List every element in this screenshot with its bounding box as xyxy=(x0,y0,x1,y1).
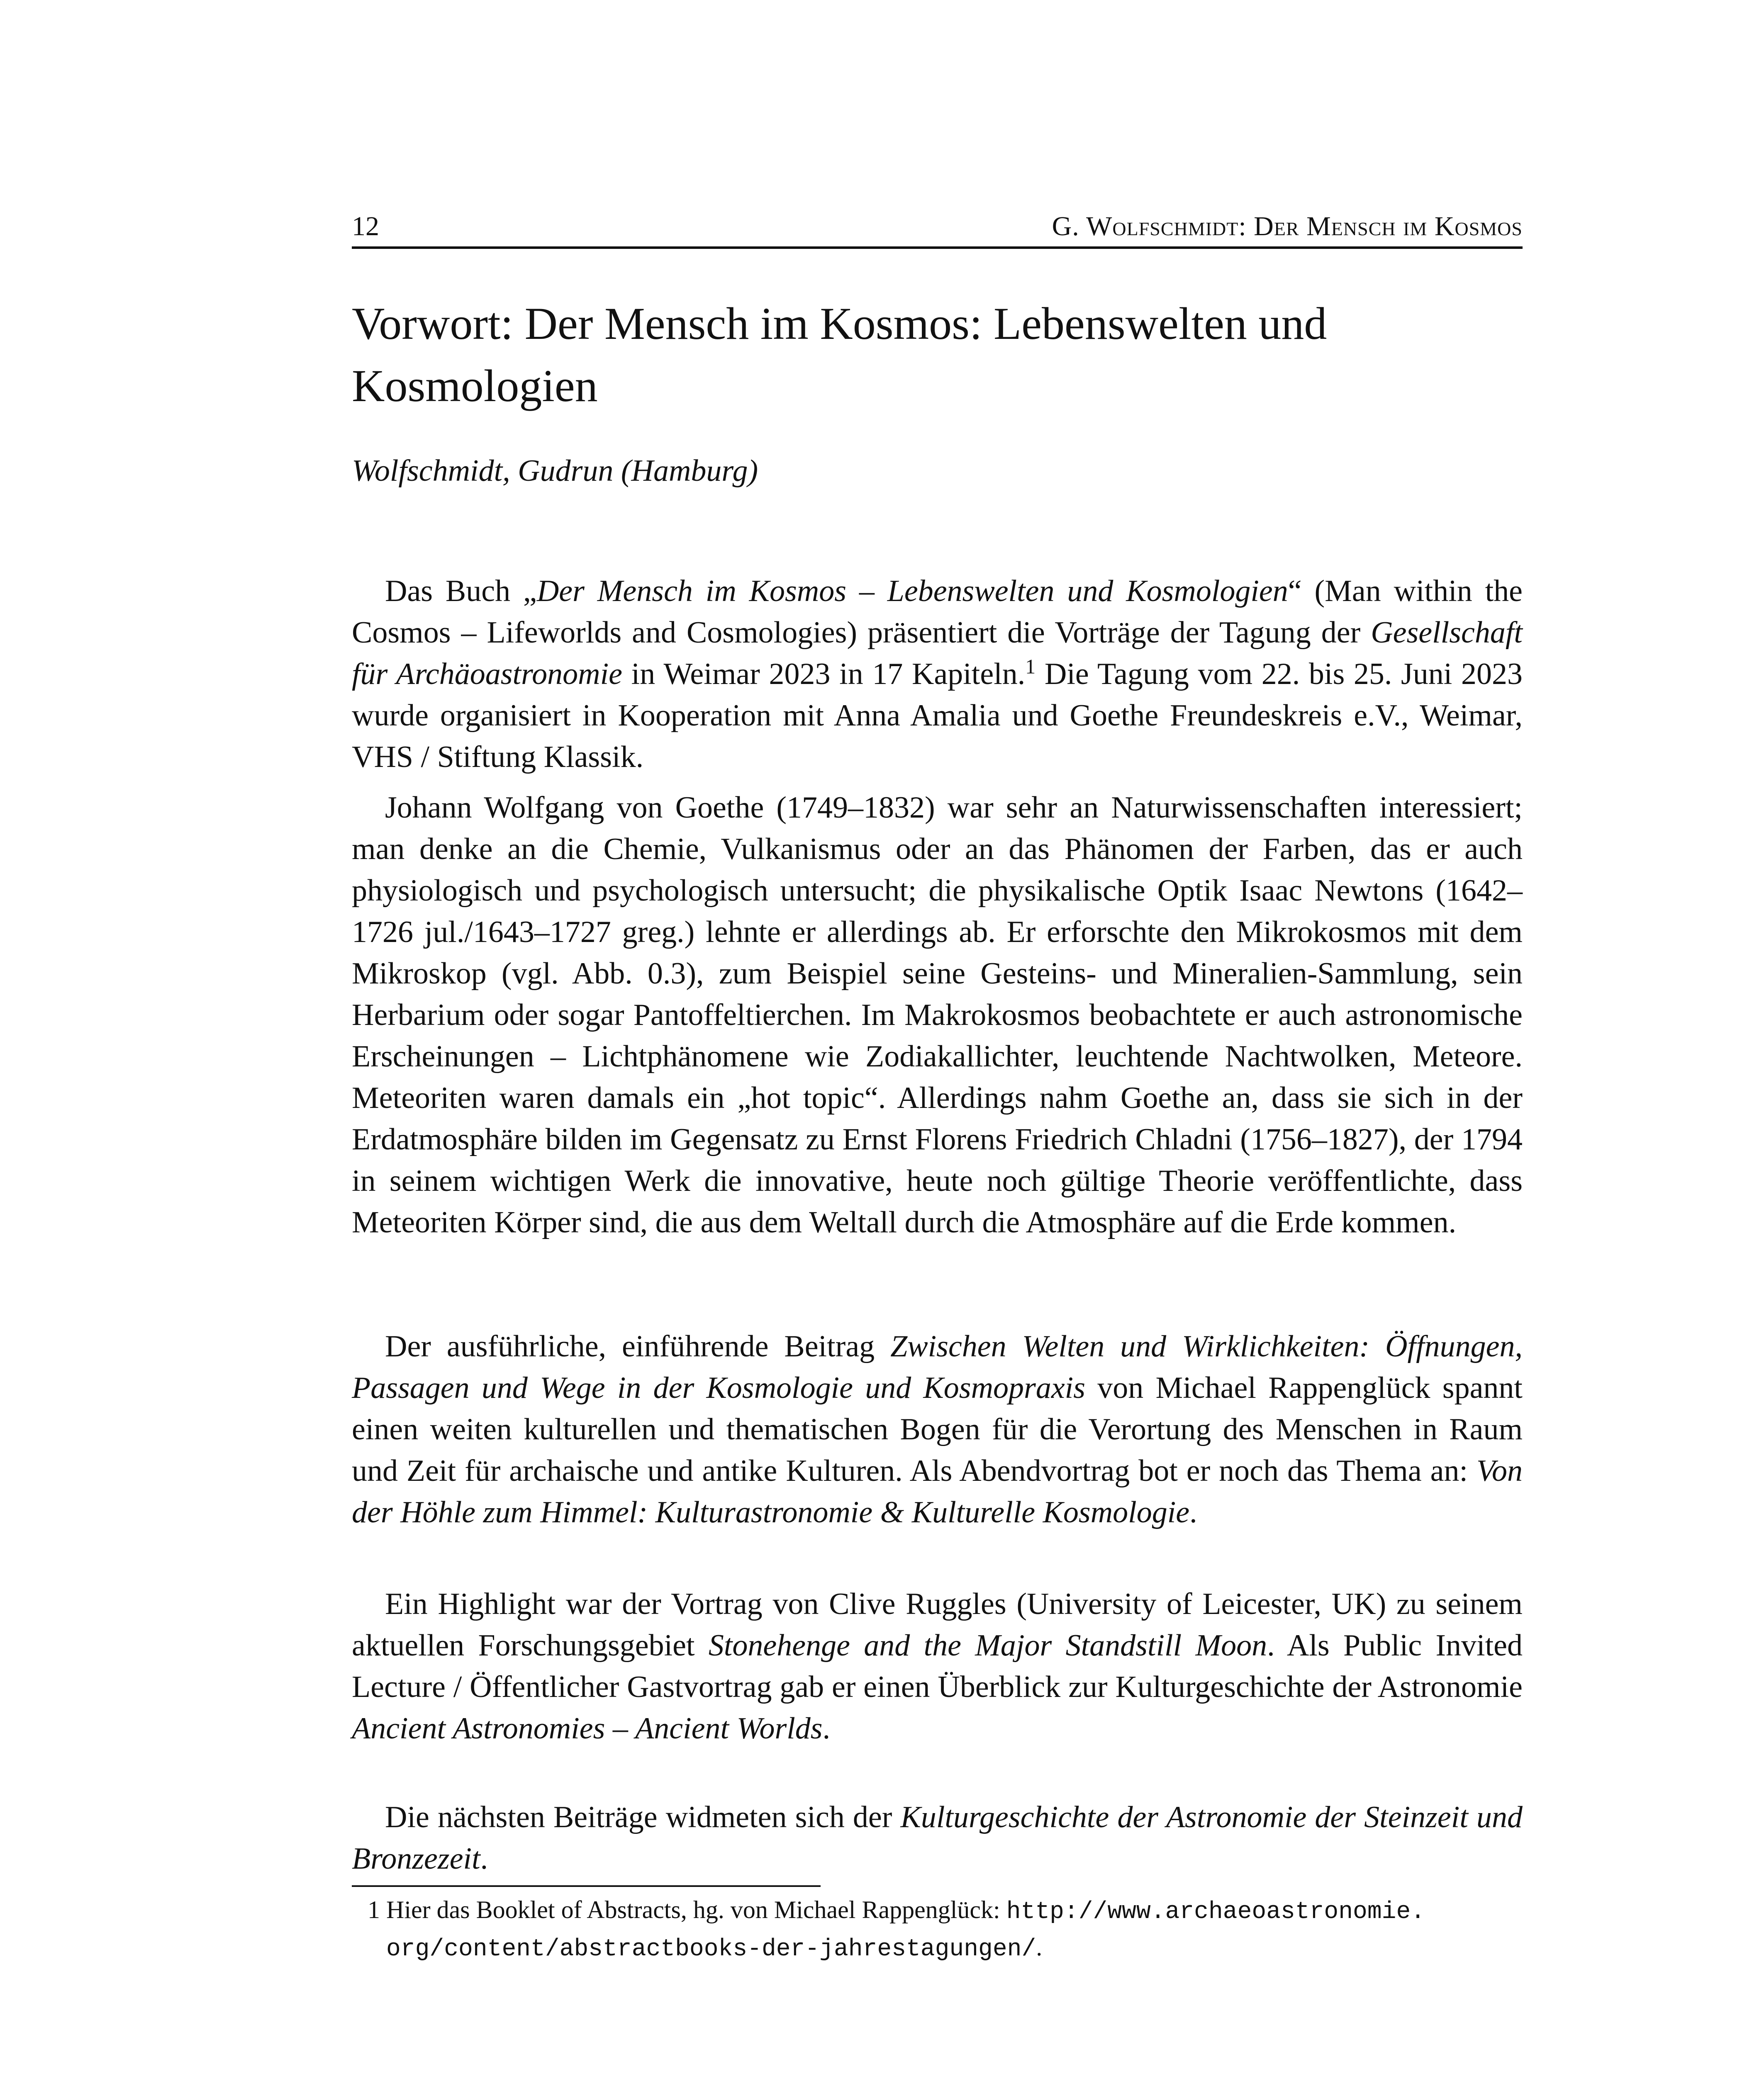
paragraph-4 xyxy=(352,1583,1523,1749)
footnote-url[interactable]: http://www.archaeoastronomie. xyxy=(1006,1899,1425,1926)
page-number: 12 xyxy=(352,211,379,241)
text-run: Die nächsten Beiträge widmeten sich der xyxy=(385,1800,901,1834)
paragraph-2: Johann Wolfgang von Goethe (1749–1832) war sehr an Naturwissenschaften interessiert; man denke an die Chemie, Vulkanismus oder an das Phänomen der Farben, das er auch physiologisch und psychologisch untersucht; die physikalische Optik Isaac Newtons (1642–1726 jul./1643–1727 greg.) lehnte er allerdings ab. Er erforschte den Mikrokosmos mit dem Mikroskop (vgl. Abb. 0.3), zum Beispiel seine Gesteins- und Mineralien-Sammlung, sein Herbarium oder sogar Pantoffeltierchen. Im Makrokosmos beobachtete er auch astronomische Erscheinungen – Lichtphänomene wie Zodiakallichter, leuchtende Nachtwolken, Meteore. Meteoriten waren damals ein „hot topic“. Allerdings nahm Goethe an, dass sie sich in der Erdatmosphäre bilden im Gegensatz zu Ernst Florens Friedrich Chladni (1756–1827), der 1794 in seinem wichtigen Werk die innovative, heute noch gültige Theorie veröffentlichte, dass Meteoriten Körper sind, die aus dem Weltall durch die Atmosphäre auf die Erde kommen. xyxy=(352,791,1523,1239)
text-run: in Weimar 2023 in 17 Kapiteln. xyxy=(622,657,1026,691)
text-run: Das Buch „ xyxy=(385,574,537,608)
lecture-title: Stonehenge and the Major Standstill Moon xyxy=(708,1629,1267,1663)
footnote-text: Hier das Booklet of Abstracts, hg. von Michael Rappenglück: xyxy=(386,1896,1006,1923)
lecture-title: Von der Höhle zum Himmel: Kulturastronomie & Kulturelle Kosmologie xyxy=(352,1454,1523,1529)
text-run: Die Tagung vom 22. bis 25. Juni 2023 wurde organisiert in Kooperation mit Anna Amalia und Goethe Freundeskreis e.V., Weimar, VHS / Stiftung Klassik. xyxy=(352,657,1523,774)
society-name: Gesellschaft für Archäoastronomie xyxy=(352,616,1523,691)
paragraph-1 xyxy=(352,570,1523,778)
text-run: Ein Highlight war der Vortrag von Clive Ruggles (University of Leicester, UK) zu seinem aktuellen Forschungsgebiet xyxy=(352,1587,1523,1663)
paragraph-5 xyxy=(352,1796,1523,1879)
text-run: von Michael Rappenglück spannt einen weiten kulturellen und thematischen Bogen für die Verortung des Menschen in Raum und Zeit für archaische und antike Kulturen. Als Abendvortrag bot er noch das Thema an: xyxy=(352,1371,1523,1488)
text-run: . xyxy=(1189,1495,1197,1529)
book-title: Der Mensch im Kosmos – Lebenswelten und Kosmologien xyxy=(536,574,1288,608)
footnote-divider xyxy=(352,1885,821,1887)
text-run: Der ausführliche, einführende Beitrag xyxy=(385,1329,891,1363)
page xyxy=(352,0,1523,2074)
footnote-end: . xyxy=(1036,1933,1043,1961)
text-run: . xyxy=(480,1842,488,1876)
text-run: “ (Man within the Cosmos – Lifeworlds and Cosmologies) präsentiert die Vorträge der Tagung der xyxy=(352,574,1523,650)
topic-title: Kulturgeschichte der Astronomie der Steinzeit und Bronzezeit xyxy=(352,1800,1523,1876)
footnote xyxy=(368,1892,1523,1967)
footnote-line-2 xyxy=(368,1930,1523,1967)
text-run: . Als Public Invited Lecture / Öffentlicher Gastvortrag gab er einen Überblick zur Kulturgeschichte der Astronomie xyxy=(352,1629,1523,1704)
lecture-title: Ancient Astronomies – Ancient Worlds xyxy=(352,1711,823,1745)
running-header xyxy=(352,207,1523,249)
running-head: G. Wolfschmidt: Der Mensch im Kosmos xyxy=(1052,211,1523,241)
lecture-title: Zwischen Welten und Wirklichkeiten: Öffnungen, Passagen und Wege in der Kosmologie und Kosmopraxis xyxy=(352,1329,1523,1405)
chapter-title: Vorwort: Der Mensch im Kosmos: Lebenswelten und Kosmologien xyxy=(352,298,1327,411)
footnote-number: 1 xyxy=(368,1896,380,1923)
footnote-url-continuation[interactable]: org/content/abstractbooks-der-jahrestagungen/ xyxy=(386,1936,1036,1963)
text-run: . xyxy=(822,1711,831,1745)
footnote-reference[interactable]: 1 xyxy=(1025,655,1036,678)
author-line: Wolfschmidt, Gudrun (Hamburg) xyxy=(352,454,758,488)
paragraph-3 xyxy=(352,1326,1523,1533)
